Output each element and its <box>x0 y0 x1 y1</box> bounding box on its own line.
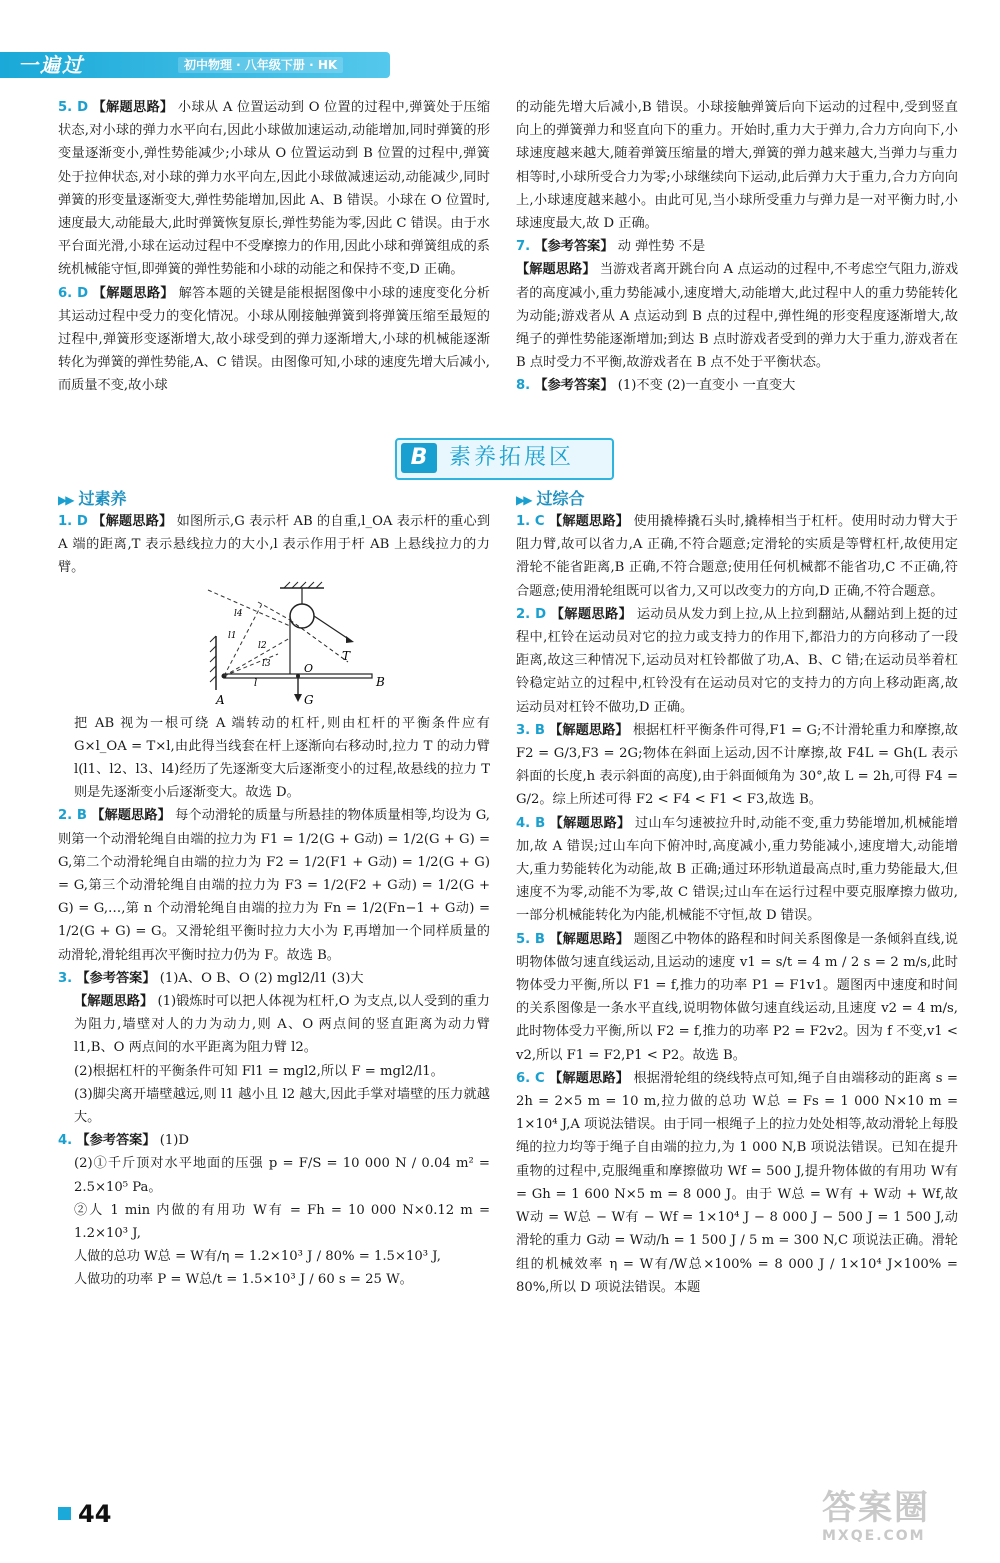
label-l2: l2 <box>258 640 267 651</box>
item-tag: 【解题思路】 <box>92 285 174 301</box>
section-heading-text: 过素养 <box>78 489 127 508</box>
item-tag: 【参考答案】 <box>534 378 614 394</box>
watermark <box>822 1488 972 1556</box>
item-tag: 【参考答案】 <box>534 239 614 255</box>
answer-item <box>58 1152 490 1198</box>
header-brand: 一遍过 <box>18 53 84 77</box>
label-l1: l1 <box>228 630 237 641</box>
item-number: 1. D <box>58 514 88 529</box>
item-number: 8. <box>516 378 531 394</box>
item-text: 人做的总功 W总 = W有/η = 1.2×10³ J / 80% = 1.5×10³ J, <box>74 1249 441 1265</box>
item-answer: 动 弹性势 不是 <box>617 239 706 255</box>
answer-item <box>516 928 958 1067</box>
item-tag: 【参考答案】 <box>76 970 156 986</box>
item-number: 6. D <box>58 285 89 301</box>
section-banner <box>395 438 614 480</box>
label-l3: l3 <box>262 658 271 669</box>
lever-figure <box>58 580 490 712</box>
answer-item <box>516 96 958 235</box>
item-text: 把 AB 视为一根可绕 A 端转动的杠杆,则由杠杆的平衡条件应有 G×l_OA = T×l,由此得当线套在杆上逐渐向右移动时,拉力 T 的动力臂 l(l1、l2、l3、l4)经历了先逐渐变大后逐渐变小的过程,故悬线的拉力 T 则是先逐渐变小后逐渐变大。故选 D。 <box>74 715 490 801</box>
page-number-marker <box>58 1507 71 1520</box>
item-text: 根据滑轮组的绕线特点可知,绳子自由端移动的距离 s = 2h = 2×5 m = 10 m,拉力做的总功 W总 = Fs = 1 000 N×10 m = 1×10⁴ J,A 项说法错误。由于同一根绳子上的拉力处处相等,故动滑轮上每股绳的拉力均等于绳子自由端的拉力,为 1 000 N,B 项说法错误。已知在提升重物的过程中,克服绳重和摩擦做功 Wf = 500 J,提升物体做的有用功 W有 = Gh = 1 600 N×5 m = 8 000 J。由于 W总 = W有 + W动 + Wf,故 W动 = W总 − W有 − Wf = 1×10⁴ J − 8 000 J − 500 J = 1 500 J,动滑轮的重力 G动 = W动/h = 1 500 J / 5 m = 300 N,C 项说法正确。滑轮组的机械效率 η = W有/W总×100% = 8 000 J / 1×10⁴ J×100% = 80%,所以 D 项说法错误。本题 <box>516 1070 958 1295</box>
item-number: 2. D <box>516 606 547 622</box>
item-number: 3. <box>58 970 73 986</box>
item-text: (1)锻炼时可以把人体视为杠杆,O 为支点,以人受到的重力为阻力,墙壁对人的力为动力,则 A、O 两点间的竖直距离为动力臂 l1,B、O 两点间的水平距离为阻力臂 l2。 <box>74 994 490 1056</box>
label-o: O <box>304 661 314 675</box>
item-tag: 【解题思路】 <box>92 100 174 115</box>
answer-item <box>58 1060 490 1083</box>
page-header <box>0 0 1000 88</box>
answer-item <box>516 603 958 719</box>
answer-item <box>516 235 958 374</box>
answer-item <box>58 1083 490 1129</box>
section-heading-right <box>516 486 584 509</box>
item-answer: (1)A、O B、O (2) mgl2/l1 (3)大 <box>159 970 364 986</box>
item-text: 运动员从发力到上拉,从上拉到翻站,从翻站到上挺的过程中,杠铃在运动员对它的拉力或支持力的作用下,都沿力的方向移动了一段距离,故这三种情况下,运动员对杠铃都做了功,A、B、C 错;在运动员举着杠铃稳定站立的过程中,杠铃没有在运动员对它的支持力的方向上移动距离,故运动员对杠铃不做功,D 正确。 <box>516 606 958 715</box>
item-text: 人做功的功率 P = W总/t = 1.5×10³ J / 60 s = 25 W。 <box>74 1272 413 1288</box>
item-tag: 【解题思路】 <box>549 931 630 947</box>
label-b: B <box>376 674 385 689</box>
banner-title: 素养拓展区 <box>449 445 575 470</box>
label-l: l <box>254 677 258 689</box>
watermark-url: MXQE.COM <box>822 1528 926 1544</box>
answer-item <box>516 1067 958 1299</box>
answer-item <box>58 804 490 966</box>
answer-item <box>516 510 958 603</box>
section-heading-left <box>58 486 126 509</box>
item-text: 使用撬棒撬石头时,撬棒相当于杠杆。使用时动力臂大于阻力臂,故可以省力,A 正确,不符合题意;定滑轮的实质是等臂杠杆,故使用定滑轮不能省距离,B 正确,不符合题意;使用任何机械都不能省功,C 不正确,符合题意;使用滑轮组既可以省力,又可以改变力的方向,D 正确,不符合题意。 <box>516 514 958 599</box>
answer-item <box>58 1245 490 1268</box>
item-tag: 【解题思路】 <box>92 514 173 529</box>
answer-item <box>516 719 958 812</box>
item-answer: (1)D <box>159 1133 189 1149</box>
top-right-column <box>516 96 958 398</box>
item-number: 1. C <box>516 514 545 529</box>
bottom-right-column <box>516 510 958 1299</box>
page-number: 44 <box>78 1500 112 1528</box>
item-text: 题图乙中物体的路程和时间关系图像是一条倾斜直线,说明物体做匀速直线运动,且运动的速度 v1 = s/t = 4 m / 2 s = 2 m/s,此时物体受力平衡,所以 F1 = f,推力的功率 P1 = F1v1。题图丙中速度和时间的关系图像是一条水平直线,说明物体做匀速直线运动,且速度 v2 = 4 m/s,此时物体受力平衡,所以 F2 = f,推力的功率 P2 = F2v2。因为 f 不变,v1 < v2,所以 F1 = F2,P1 < P2。故选 B。 <box>516 931 958 1063</box>
answer-item <box>58 990 490 1060</box>
answer-item <box>58 1268 490 1291</box>
item-text: 每个动滑轮的质量与所悬挂的物体质量相等,均设为 G,则第一个动滑轮绳自由端的拉力为 F1 = 1/2(G + G动) = 1/2(G + G) = G,第二个动滑轮绳自由端的拉力为 F2 = 1/2(F1 + G动) = 1/2(G + G) = G,第三个动滑轮绳自由端的拉力为 F3 = 1/2(F2 + G动) = 1/2(G + G) = G,…,第 n 个动滑轮绳自由端的拉力为 Fn = 1/2(Fn−1 + G动) = 1/2(G + G) = G。又滑轮组平衡时拉力大小为 F,再增加一个同样质量的动滑轮,滑轮组再次平衡时拉力仍为 F。故选 B。 <box>58 808 490 963</box>
item-text: 根据杠杆平衡条件可得,F1 = G;不计滑轮重力和摩擦,故 F2 = G/3,F3 = 2G;物体在斜面上运动,因不计摩擦,故 F4L = Gh(L 表示斜面的长度,h 表示斜面的高度),由于斜面倾角为 30°,故 L = 2h,可得 F4 = G/2。综上所述可得 F2 < F4 < F1 < F3,故选 B。 <box>516 722 958 808</box>
item-number: 5. B <box>516 931 545 947</box>
item-answer: (1)不变 (2)一直变小 一直变大 <box>617 378 796 394</box>
answer-item <box>58 967 490 990</box>
header-subtitle: 初中物理 · 八年级下册 · HK <box>178 57 343 73</box>
item-number: 7. <box>516 239 531 255</box>
item-tag: 【参考答案】 <box>76 1133 156 1149</box>
item-tag: 【解题思路】 <box>550 606 633 622</box>
answer-item <box>58 1129 490 1152</box>
arrows-icon: ▶▶ <box>58 493 73 507</box>
lever-diagram <box>58 580 490 712</box>
item-text: (2)根据杠杆的平衡条件可知 Fl1 = mgl2,所以 F = mgl2/l1。 <box>74 1063 444 1079</box>
item-tag: 【解题思路】 <box>91 808 171 824</box>
item-number: 2. B <box>58 808 87 824</box>
item-number: 5. D <box>58 100 89 115</box>
item-tag: 【解题思路】 <box>549 722 629 738</box>
label-a: A <box>216 692 225 707</box>
answer-item <box>516 374 958 397</box>
section-heading-text: 过综合 <box>536 489 585 508</box>
item-tag: 【解题思路】 <box>549 815 631 831</box>
arrows-icon: ▶▶ <box>516 493 531 507</box>
label-t: T <box>342 648 351 663</box>
label-g: G <box>304 692 314 707</box>
item-text: 如图所示,G 表示杆 AB 的自重,l_OA 表示杆的重心到 A 端的距离,T 表示悬线拉力的大小,l 表示作用于杆 AB 上悬线拉力的力臂。 <box>58 514 491 576</box>
item-tag: 【解题思路】 <box>548 514 630 529</box>
top-left-column <box>58 96 490 398</box>
label-l4: l4 <box>234 608 243 619</box>
item-text: (2)①千斤顶对水平地面的压强 p = F/S = 10 000 N / 0.04 m² = 2.5×10⁵ Pa。 <box>74 1156 490 1195</box>
item-text: 过山车匀速被拉升时,动能不变,重力势能增加,机械能增加,故 A 错误;过山车向下俯冲时,高度减小,重力势能减小,速度增大,动能增大,重力势能转化为动能,故 B 正确;通过环形轨道最高点时,重力势能最大,但速度不为零,动能不为零,故 C 错误;过山车在运行过程中要克服摩擦力做功,一部分机械能转化为内能,机械能不守恒,故 D 错误。 <box>516 815 958 924</box>
item-text: 的动能先增大后减小,B 错误。小球接触弹簧后向下运动的过程中,受到竖直向上的弹簧弹力和竖直向下的重力。开始时,重力大于弹力,合力方向向下,小球速度越来越大,随着弹簧压缩量的增大,弹簧的弹力越来越大,当弹力与重力相等时,小球所受合力为零;小球继续向下运动,此后弹力大于重力,合力方向向上,小球速度越来越小。由此可见,当小球所受重力与弹力是一对平衡力时,小球速度最大,故 D 正确。 <box>516 100 958 232</box>
answer-item <box>58 282 490 398</box>
answer-item <box>58 96 490 282</box>
item-number: 4. B <box>516 815 546 831</box>
watermark-logo: 答案圈 <box>822 1488 930 1528</box>
item-text: (3)脚尖离开墙壁越远,则 l1 越小且 l2 越大,因此手掌对墙壁的压力就越大。 <box>74 1086 490 1126</box>
banner-letter: B <box>401 443 437 473</box>
answer-item <box>58 1199 490 1245</box>
item-number: 6. C <box>516 1070 545 1086</box>
item-tag: 【解题思路】 <box>516 262 596 278</box>
answer-item <box>516 812 958 928</box>
item-tag: 【解题思路】 <box>548 1070 630 1086</box>
item-text: 解答本题的关键是能根据图像中小球的速度变化分析其运动过程中受力的变化情况。小球从刚接触弹簧到将弹簧压缩至最短的过程中,弹簧形变逐渐增大,故小球受到的弹力逐渐增大,小球的机械能逐渐转化为弹簧的弹性势能,A、C 错误。由图像可知,小球的速度先增大后减小,而质量不变,故小球 <box>58 285 491 394</box>
answer-item <box>58 510 490 580</box>
item-text: 当游戏者离开跳台向 A 点运动的过程中,不考虑空气阻力,游戏者的高度减小,重力势能减小,速度增大,动能增大,此过程中人的重力势能转化为动能;游戏者从 A 点运动到 B 点的过程中,弹性绳的形变程度逐渐增大,故绳子的弹性势能逐渐增加;到达 B 点时游戏者受到的弹力大于重力,游戏者在 B 点时受力不平衡,故游戏者在 B 点不处于平衡状态。 <box>516 262 959 371</box>
item-number: 3. B <box>516 722 545 738</box>
bottom-left-column <box>58 510 490 1292</box>
item-text: 小球从 A 位置运动到 O 位置的过程中,弹簧处于压缩状态,对小球的弹力水平向右,因此小球做加速运动,动能增加,同时弹簧的形变量逐渐变小,弹性势能减少;小球从 O 位置运动到 B 位置的过程中,弹簧处于拉伸状态,对小球的弹力水平向左,因此小球做减速运动,动能减少,同时弹簧的形变量逐渐变大,弹性势能增加,因此 A、B 错误。小球在 O 位置时,速度最大,动能最大,此时弹簧恢复原长,弹性势能为零,因此 C 错误。由于水平台面光滑,小球在运动过程中不受摩擦力的作用,因此小球和弹簧组成的系统机械能守恒,即弹簧的弹性势能和小球的动能之和保持不变,D 正确。 <box>58 100 491 278</box>
answer-item <box>58 712 490 805</box>
item-tag: 【解题思路】 <box>74 994 154 1010</box>
item-number: 4. <box>58 1133 73 1149</box>
item-text: ②人 1 min 内做的有用功 W有 = Fh = 10 000 N×0.12 m = 1.2×10³ J, <box>74 1202 490 1242</box>
